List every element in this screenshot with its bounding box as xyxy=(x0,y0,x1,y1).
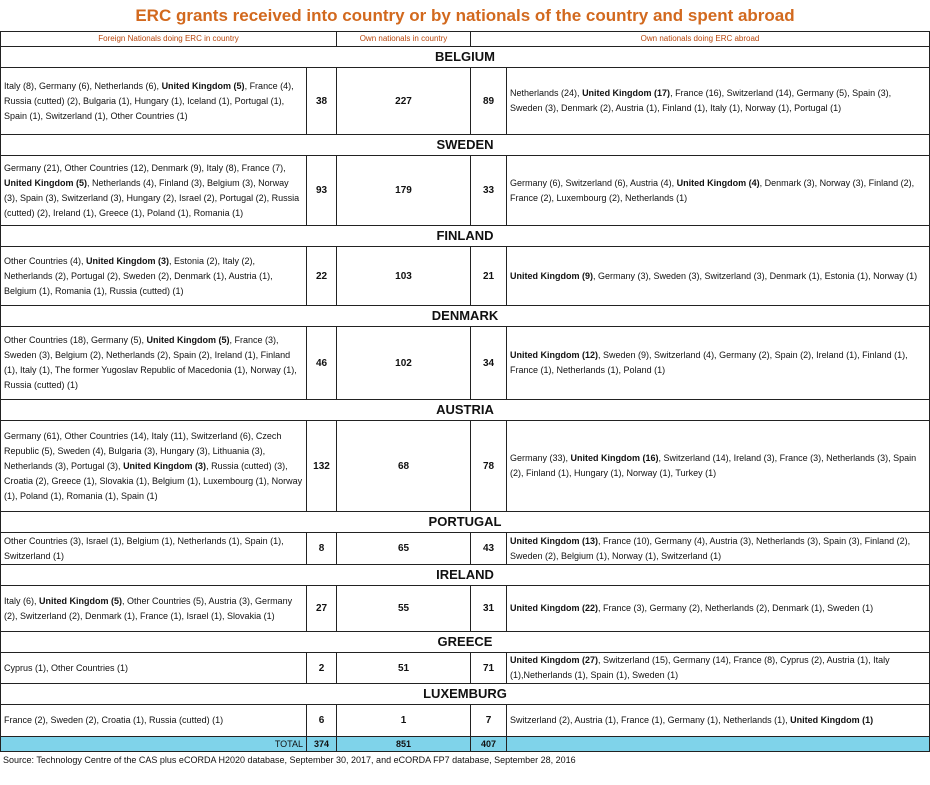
highlighted-country-count: United Kingdom (3) xyxy=(86,255,170,266)
own-nationals-count: 65 xyxy=(337,533,471,565)
country-list-text: , France (10), Germany (4), Austria (3), Netherlands (3), Spain (3), Finland (2), Sweden (2), Belgium (1), Norway (1), Switzerland (1) xyxy=(510,535,911,561)
country-list-text: , Switzerland (15), Germany (14), France (8), Cyprus (2), Austria (1), Italy (1),Netherlands (1), Spain (1), Sweden (1) xyxy=(510,655,890,680)
highlighted-country-count: United Kingdom (5) xyxy=(4,177,87,188)
highlighted-country-count: United Kingdom (4) xyxy=(676,177,760,188)
foreign-nationals-list xyxy=(1,68,307,135)
country-header-row-ireland xyxy=(1,565,930,586)
country-list-text: , Switzerland (14), Ireland (3), France (3), Netherlands (3), Spain (2), Finland (1), Hungary (1), Norway (1), Turkey (1) xyxy=(510,453,917,478)
country-data-row-finland xyxy=(1,247,930,306)
country-name: DENMARK xyxy=(1,306,930,327)
country-data-row-sweden xyxy=(1,156,930,226)
highlighted-country-count: United Kingdom (3) xyxy=(123,460,207,471)
total-own-count: 851 xyxy=(337,737,471,752)
foreign-nationals-count: 22 xyxy=(307,247,337,306)
foreign-nationals-count: 6 xyxy=(307,705,337,737)
own-nationals-abroad-list xyxy=(507,653,930,684)
country-header-row-finland xyxy=(1,226,930,247)
own-nationals-count: 103 xyxy=(337,247,471,306)
country-header-row-austria xyxy=(1,400,930,421)
highlighted-country-count: United Kingdom (16) xyxy=(570,453,659,463)
grants-table-body xyxy=(1,32,930,752)
foreign-nationals-count: 8 xyxy=(307,533,337,565)
highlighted-country-count: United Kingdom (5) xyxy=(161,80,245,91)
own-nationals-count: 227 xyxy=(337,68,471,135)
own-nationals-abroad-list xyxy=(507,421,930,512)
foreign-nationals-count: 27 xyxy=(307,586,337,632)
country-header-row-denmark xyxy=(1,306,930,327)
country-name: GREECE xyxy=(1,632,930,653)
own-nationals-count: 51 xyxy=(337,653,471,684)
total-label: TOTAL xyxy=(1,737,307,752)
grants-table xyxy=(0,31,930,752)
page-title: ERC grants received into country or by nationals of the country and spent abroad xyxy=(135,6,795,25)
country-list-text: Germany (33), xyxy=(510,453,571,463)
foreign-nationals-count: 2 xyxy=(307,653,337,684)
own-nationals-abroad-list xyxy=(507,705,930,737)
country-list-text: , France (16), Switzerland (14), Germany (5), Spain (3), Sweden (3), Denmark (2), Austria (1), Finland (1), Italy (1), Norway (1), Portugal (1) xyxy=(510,88,892,113)
abroad-count: 34 xyxy=(471,327,507,400)
own-nationals-count: 55 xyxy=(337,586,471,632)
own-nationals-abroad-list xyxy=(507,327,930,400)
own-nationals-count: 1 xyxy=(337,705,471,737)
foreign-nationals-list xyxy=(1,533,307,565)
header-own-nationals-abroad: Own nationals doing ERC abroad xyxy=(471,32,930,47)
foreign-nationals-list xyxy=(1,327,307,400)
country-list-text: Italy (6), xyxy=(4,595,40,606)
country-header-row-portugal xyxy=(1,512,930,533)
own-nationals-count: 179 xyxy=(337,156,471,226)
highlighted-country-count: United Kingdom (1) xyxy=(790,715,874,725)
country-name: LUXEMBURG xyxy=(1,684,930,705)
country-list-text: , France (4), Russia (cutted) (2), Bulgaria (1), Hungary (1), Iceland (1), Portugal (1), Spain (1), Switzerland (1), Other Countries (1) xyxy=(4,80,294,121)
country-list-text: Germany (61), Other Countries (14), Italy (11), Switzerland (6), Czech Republic (5), Sweden (4), Bulgaria (3), Hungary (3), Lithuania (3), Netherlands (3), Portugal (3), xyxy=(4,430,282,471)
country-list-text: France (2), Sweden (2), Croatia (1), Russia (cutted) (1) xyxy=(4,715,224,725)
country-list-text: , Other Countries (5), Austria (3), Germany (2), Switzerland (2), Denmark (1), France (1), Israel (1), Slovakia (1) xyxy=(4,595,293,621)
foreign-nationals-list xyxy=(1,421,307,512)
own-nationals-abroad-list xyxy=(507,68,930,135)
country-list-text: , Germany (3), Sweden (3), Switzerland (3), Denmark (1), Estonia (1), Norway (1) xyxy=(593,270,918,281)
country-list-text: , Russia (cutted) (3), Croatia (2), Greece (1), Slovakia (1), Belgium (1), Luxembourg (1), Norway (1), Poland (1), Romania (1), Spain (1) xyxy=(4,460,303,501)
country-list-text: Cyprus (1), Other Countries (1) xyxy=(4,662,129,673)
country-data-row-portugal xyxy=(1,533,930,565)
country-list-text: Other Countries (18), Germany (5), xyxy=(4,335,147,345)
foreign-nationals-list xyxy=(1,705,307,737)
header-foreign-nationals: Foreign Nationals doing ERC in country xyxy=(1,32,337,47)
country-name: IRELAND xyxy=(1,565,930,586)
country-list-text: Netherlands (24), xyxy=(510,88,583,98)
own-nationals-count: 102 xyxy=(337,327,471,400)
total-row xyxy=(1,737,930,752)
source-note: Source: Technology Centre of the CAS plus eCORDA H2020 database, September 30, 2017, and eCORDA FP7 database, September 28, 2016 xyxy=(3,755,576,765)
country-list-text: Other Countries (4), xyxy=(4,255,87,266)
country-name: BELGIUM xyxy=(1,47,930,68)
abroad-count: 78 xyxy=(471,421,507,512)
abroad-count: 89 xyxy=(471,68,507,135)
country-header-row-luxemburg xyxy=(1,684,930,705)
country-list-text: Switzerland (2), Austria (1), France (1), Germany (1), Netherlands (1), xyxy=(510,715,791,725)
country-list-text: , Estonia (2), Italy (2), Netherlands (2), Portugal (2), Sweden (2), Denmark (1), Austria (1), Belgium (1), Romania (1), Russia (cutted) (1) xyxy=(4,255,273,296)
country-list-text: Germany (21), Other Countries (12), Denmark (9), Italy (8), France (7), xyxy=(4,162,286,173)
country-list-text: Italy (8), Germany (6), Netherlands (6), xyxy=(4,80,162,91)
abroad-count: 71 xyxy=(471,653,507,684)
country-list-text: , France (3), Sweden (3), Belgium (2), Netherlands (2), Spain (2), Ireland (1), Finland (1), Italy (1), The former Yugoslav Republic of Macedonia (1), Norway (1), Russia (cutted) (1) xyxy=(4,335,297,390)
total-foreign-count: 374 xyxy=(307,737,337,752)
highlighted-country-count: United Kingdom (27) xyxy=(510,655,599,665)
country-list-text: , Denmark (3), Norway (3), Finland (2), France (2), Luxembourg (2), Netherlands (1) xyxy=(510,177,915,203)
country-data-row-denmark xyxy=(1,327,930,400)
foreign-nationals-list xyxy=(1,156,307,226)
country-header-row-sweden xyxy=(1,135,930,156)
foreign-nationals-list xyxy=(1,247,307,306)
country-list-text: , France (3), Germany (2), Netherlands (2), Denmark (1), Sweden (1) xyxy=(598,603,874,613)
abroad-count: 31 xyxy=(471,586,507,632)
foreign-nationals-list xyxy=(1,586,307,632)
highlighted-country-count: United Kingdom (13) xyxy=(510,535,599,546)
country-list-text: , Netherlands (4), Finland (3), Belgium (3), Norway (3), Spain (3), Switzerland (3), Hungary (2), Israel (2), Portugal (2), Russia (cutted) (2), Ireland (1), Greece (1), Poland (1), Romania (1) xyxy=(4,177,300,218)
country-name: PORTUGAL xyxy=(1,512,930,533)
country-name: FINLAND xyxy=(1,226,930,247)
header-row xyxy=(1,32,930,47)
country-list-text: Germany (6), Switzerland (6), Austria (4), xyxy=(510,177,677,188)
highlighted-country-count: United Kingdom (22) xyxy=(510,603,599,613)
country-data-row-ireland xyxy=(1,586,930,632)
abroad-count: 7 xyxy=(471,705,507,737)
highlighted-country-count: United Kingdom (5) xyxy=(39,595,123,606)
own-nationals-abroad-list xyxy=(507,533,930,565)
foreign-nationals-count: 46 xyxy=(307,327,337,400)
own-nationals-count: 68 xyxy=(337,421,471,512)
country-header-row-greece xyxy=(1,632,930,653)
abroad-count: 21 xyxy=(471,247,507,306)
country-data-row-austria xyxy=(1,421,930,512)
foreign-nationals-count: 38 xyxy=(307,68,337,135)
abroad-count: 33 xyxy=(471,156,507,226)
header-own-nationals-in-country: Own nationals in country xyxy=(337,32,471,47)
foreign-nationals-count: 132 xyxy=(307,421,337,512)
foreign-nationals-list xyxy=(1,653,307,684)
country-list-text: , Sweden (9), Switzerland (4), Germany (2), Spain (2), Ireland (1), Finland (1), France (1), Netherlands (1), Poland (1) xyxy=(510,350,908,375)
country-data-row-luxemburg xyxy=(1,705,930,737)
country-header-row-belgium xyxy=(1,47,930,68)
country-name: AUSTRIA xyxy=(1,400,930,421)
abroad-count: 43 xyxy=(471,533,507,565)
own-nationals-abroad-list xyxy=(507,586,930,632)
own-nationals-abroad-list xyxy=(507,247,930,306)
highlighted-country-count: United Kingdom (17) xyxy=(582,88,671,98)
country-list-text: Other Countries (3), Israel (1), Belgium (1), Netherlands (1), Spain (1), Switzerland (1) xyxy=(4,535,284,561)
country-data-row-belgium xyxy=(1,68,930,135)
country-data-row-greece xyxy=(1,653,930,684)
foreign-nationals-count: 93 xyxy=(307,156,337,226)
highlighted-country-count: United Kingdom (9) xyxy=(510,270,594,281)
own-nationals-abroad-list xyxy=(507,156,930,226)
highlighted-country-count: United Kingdom (5) xyxy=(146,335,230,345)
total-abroad-count: 407 xyxy=(471,737,507,752)
country-name: SWEDEN xyxy=(1,135,930,156)
highlighted-country-count: United Kingdom (12) xyxy=(510,350,599,360)
total-empty xyxy=(507,737,930,752)
